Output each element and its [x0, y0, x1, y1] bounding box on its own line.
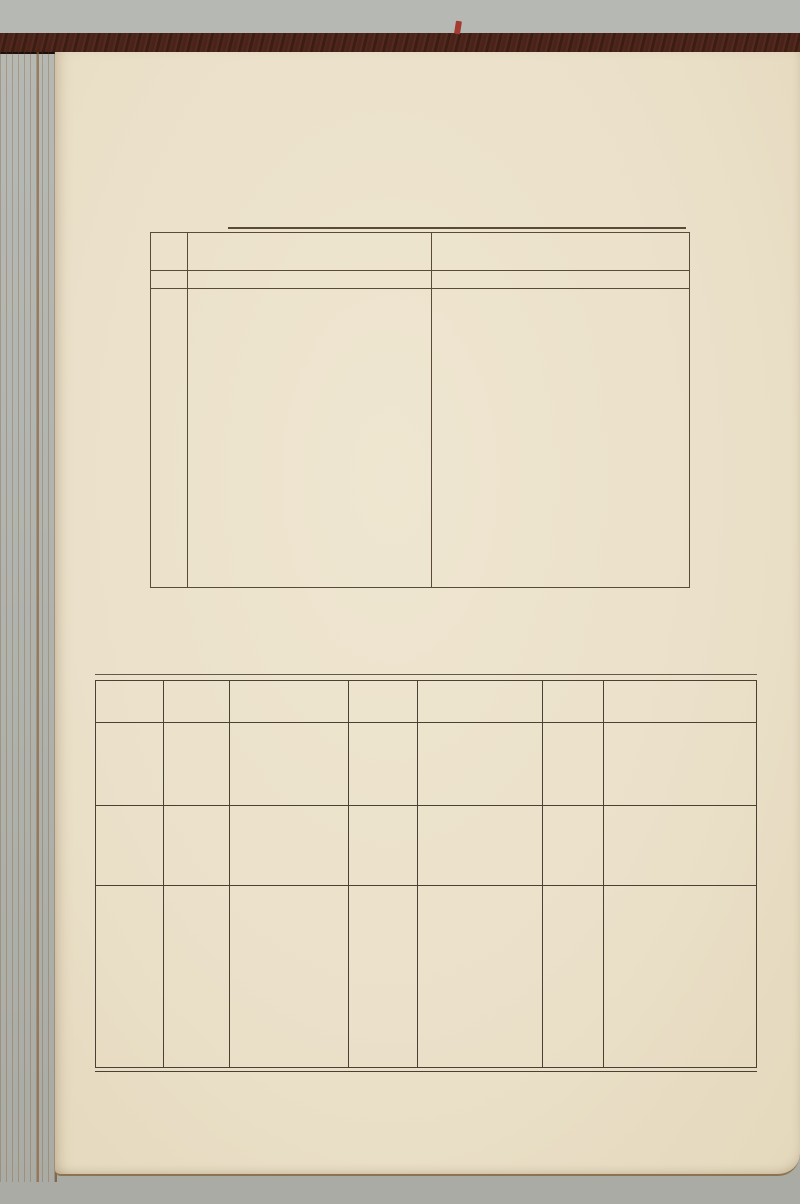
- row-stub-office: [96, 886, 164, 1067]
- table-cell-r3-c4: [418, 886, 543, 1067]
- column-header-period-2: [230, 681, 349, 723]
- prev-month-span-header: [187, 239, 431, 243]
- billing-table: [95, 680, 757, 1068]
- column-header-period-5: [543, 681, 604, 723]
- table-cell-r3-c2: [230, 886, 349, 1067]
- table-corner-cell: [96, 681, 164, 723]
- chart-title-underline: [228, 227, 686, 229]
- chart-month-divider: [431, 233, 432, 587]
- column-header-period-6: [604, 681, 756, 723]
- table-cell-r2-c5: [543, 806, 604, 886]
- column-header-period-3: [349, 681, 418, 723]
- table-cell-r2-c4: [418, 806, 543, 886]
- page-edge-line: [37, 52, 39, 1182]
- items-side-label: [151, 288, 187, 587]
- table-cell-r1-c1: [164, 723, 230, 806]
- table-cell-r1-c5: [543, 723, 604, 806]
- table-cell-r1-c3: [349, 723, 418, 806]
- table-cell-r3-c1: [164, 886, 230, 1067]
- book-cover-edge: [0, 33, 800, 54]
- table-cell-r1-c6: [604, 723, 756, 806]
- table-cell-r1-c4: [418, 723, 543, 806]
- row-stub-international: [96, 806, 164, 886]
- table-cell-r3-c6: [604, 886, 756, 1067]
- row-stub-domestic-excess: [96, 723, 164, 806]
- table-top-rule: [95, 674, 757, 675]
- table-cell-r3-c5: [543, 886, 604, 1067]
- column-header-period-1: [164, 681, 230, 723]
- chart-header-rule: [151, 270, 689, 271]
- table-cell-r2-c3: [349, 806, 418, 886]
- table-cell-r1-c2: [230, 723, 349, 806]
- period-chart: [150, 232, 690, 588]
- billing-month-span-header: [431, 239, 691, 244]
- table-bottom-rule: [95, 1071, 757, 1072]
- chart-left-column-rule: [187, 233, 188, 587]
- table-cell-r2-c2: [230, 806, 349, 886]
- column-header-period-4: [418, 681, 543, 723]
- chart-header-rule: [151, 288, 689, 289]
- page-fore-edges: [0, 52, 58, 1182]
- table-cell-r2-c1: [164, 806, 230, 886]
- table-cell-r2-c6: [604, 806, 756, 886]
- table-cell-r3-c3: [349, 886, 418, 1067]
